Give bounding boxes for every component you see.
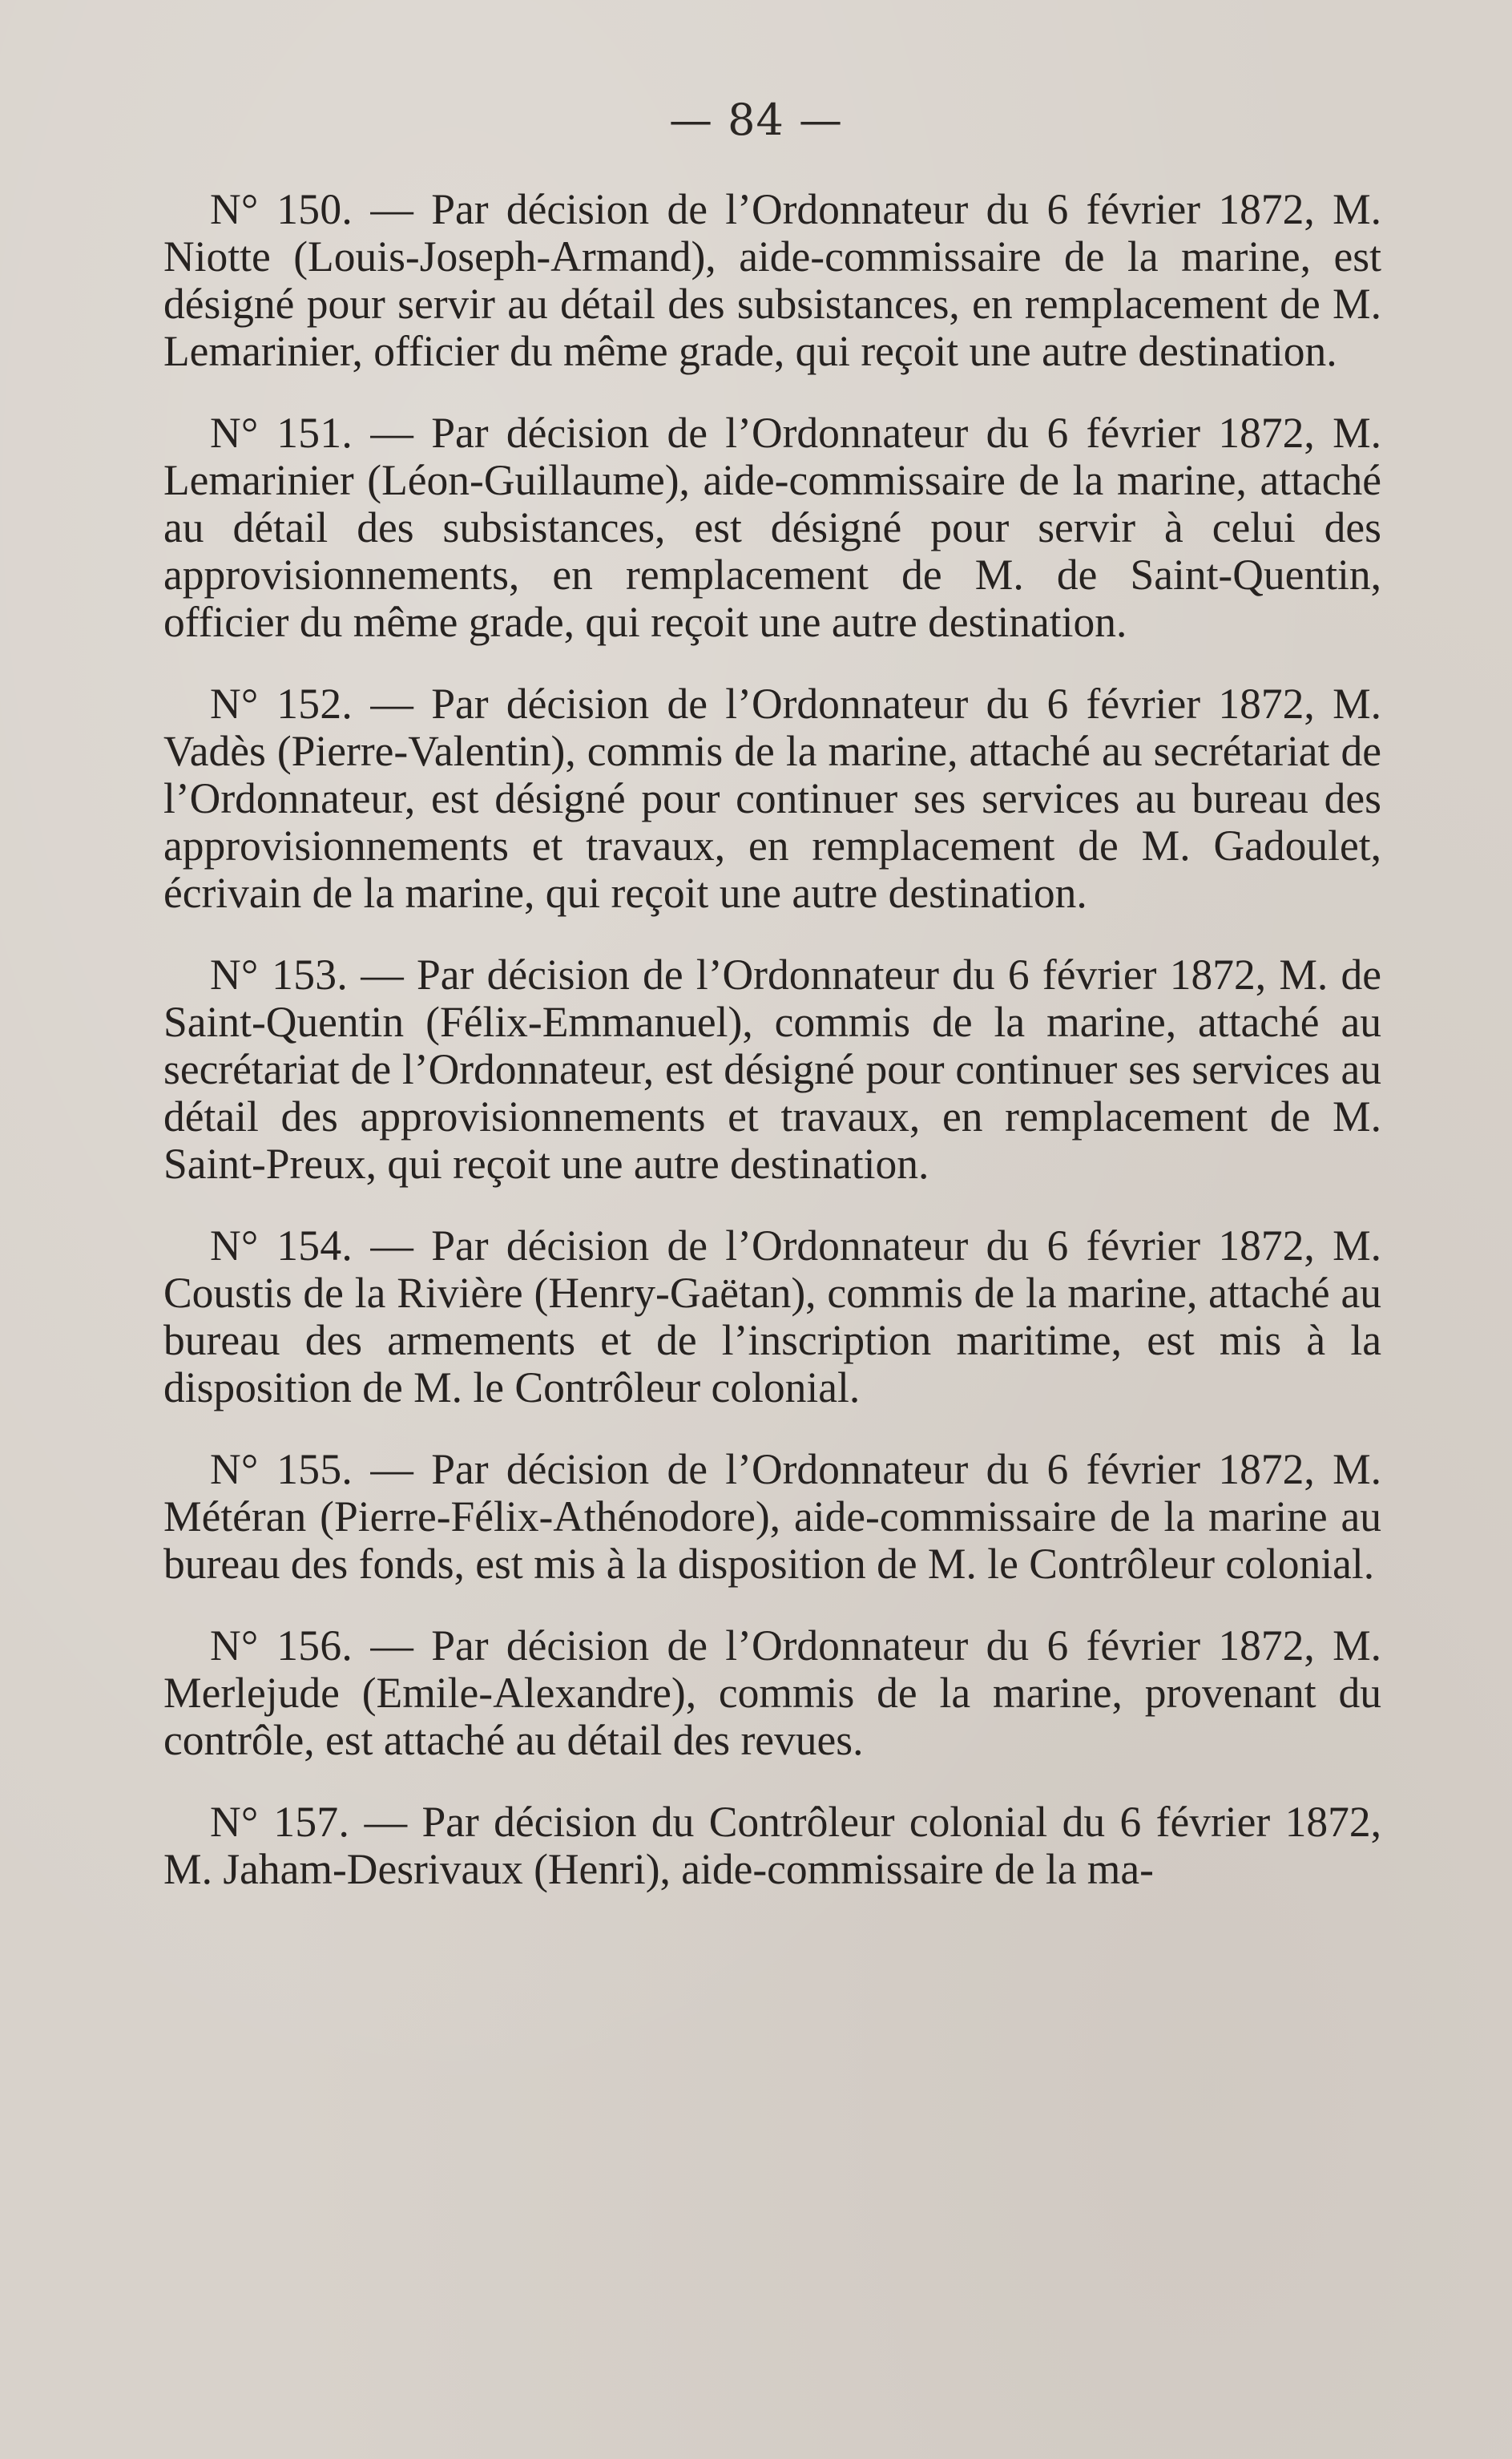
decision-entry-155 [163, 1446, 1381, 1588]
decision-entry-154 [163, 1222, 1381, 1411]
decision-entry-152 [163, 680, 1381, 917]
decision-text: — Par décision de l’Ordonnateur du 6 février 1872, M. de Saint-Quentin (Félix-Emmanuel), commis de la marine, attaché au secrétariat de l’Ordonnateur, est désigné pour continuer ses services au détail des approvisionnements et travaux, en remplacement de M. Saint-Preux, qui reçoit une autre destination. [163, 951, 1382, 1188]
decision-number: N° 155. [210, 1445, 353, 1493]
decision-entry-150 [163, 186, 1381, 375]
decision-number: N° 150. [210, 185, 353, 233]
decision-number: N° 157. [210, 1798, 350, 1846]
decision-text: — Par décision de l’Ordonnateur du 6 février 1872, M. Niotte (Louis-Joseph-Armand), aide-commissaire de la marine, est désigné pour servir au détail des subsistances, en remplacement de M. Lemarinier, officier du même grade, qui reçoit une autre destination. [163, 185, 1382, 375]
decision-entry-151 [163, 410, 1381, 646]
decision-text: — Par décision de l’Ordonnateur du 6 février 1872, M. Lemarinier (Léon-Guillaume), aide-commissaire de la marine, attaché au détail des subsistances, est désigné pour servir à celui des approvisionnements, en remplacement de M. de Saint-Quentin, officier du même grade, qui reçoit une autre destination. [163, 409, 1382, 646]
decision-entry-153 [163, 951, 1381, 1188]
decision-number: N° 154. [210, 1221, 353, 1270]
decision-entry-156 [163, 1622, 1381, 1764]
decision-number: N° 152. [210, 680, 353, 728]
decision-text: — Par décision de l’Ordonnateur du 6 février 1872, M. Vadès (Pierre-Valentin), commis de la marine, attaché au secrétariat de l’Ordonnateur, est désigné pour continuer ses services au bureau des approvisionnements et travaux, en remplacement de M. Gadoulet, écrivain de la marine, qui reçoit une autre destination. [163, 680, 1382, 917]
decision-number: N° 151. [210, 409, 353, 457]
decision-text: — Par décision de l’Ordonnateur du 6 février 1872, M. Météran (Pierre-Félix-Athénodore), aide-commissaire de la marine au bureau des fonds, est mis à la disposition de M. le Contrôleur colonial. [163, 1445, 1382, 1588]
decision-number: N° 156. [210, 1621, 353, 1670]
document-body [163, 186, 1381, 1928]
page-number: — 84 — [668, 95, 844, 145]
decision-number: N° 153. [210, 951, 349, 999]
decision-text: — Par décision de l’Ordonnateur du 6 février 1872, M. Merlejude (Emile-Alexandre), commis de la marine, provenant du contrôle, est attaché au détail des revues. [163, 1621, 1382, 1764]
decision-entry-157 [163, 1799, 1381, 1893]
decision-text: — Par décision du Contrôleur colonial du 6 février 1872, M. Jaham-Desrivaux (Henri), aide-commissaire de la ma- [163, 1798, 1381, 1893]
decision-text: — Par décision de l’Ordonnateur du 6 février 1872, M. Coustis de la Rivière (Henry-Gaëtan), commis de la marine, attaché au bureau des armements et de l’inscription maritime, est mis à la disposition de M. le Contrôleur colonial. [163, 1221, 1382, 1411]
